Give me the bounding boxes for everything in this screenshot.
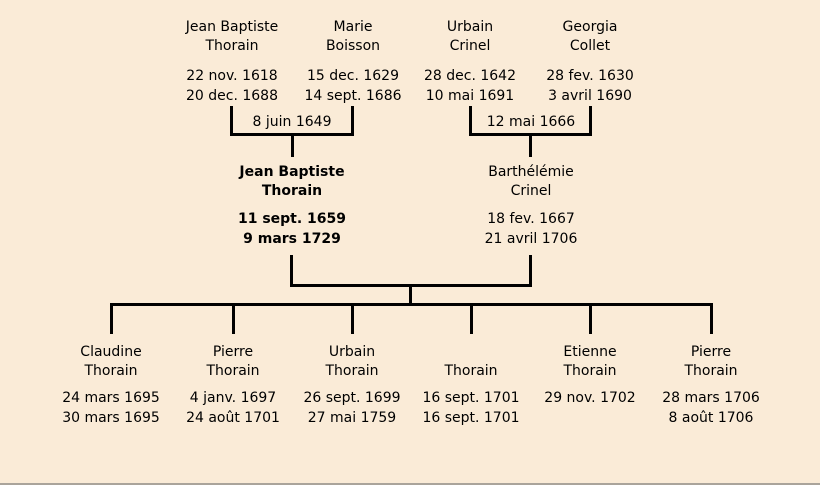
person-last-name: Thorain <box>684 363 738 379</box>
birth-date: 28 fev. 1630 <box>546 68 634 84</box>
marriage-date-label: 8 juin 1649 <box>252 114 332 130</box>
birth-date: 29 nov. 1702 <box>544 390 636 406</box>
connector-line <box>290 255 293 287</box>
birth-date: 24 mars 1695 <box>62 390 160 406</box>
death-date: 20 dec. 1688 <box>186 88 278 104</box>
person-node-gen3-6[interactable] <box>641 343 781 428</box>
connector-line <box>351 306 354 334</box>
person-last-name: Thorain <box>206 363 260 379</box>
death-date: 30 mars 1695 <box>62 410 160 426</box>
birth-date: 28 mars 1706 <box>662 390 760 406</box>
person-first-name: Jean Baptiste <box>185 19 279 35</box>
person-first-name: Barthélémie <box>488 164 574 180</box>
death-date: 16 sept. 1701 <box>422 410 520 426</box>
person-first-name: Etienne <box>563 344 617 360</box>
connector-line <box>110 303 713 306</box>
connector-line <box>529 255 532 287</box>
person-last-name: Thorain <box>84 363 138 379</box>
person-last-name: Thorain <box>325 363 379 379</box>
birth-date: 16 sept. 1701 <box>422 390 520 406</box>
birth-date: 28 dec. 1642 <box>424 68 516 84</box>
person-last-name: Thorain <box>261 183 323 199</box>
birth-date: 4 janv. 1697 <box>189 390 277 406</box>
person-first-name: Georgia <box>562 19 618 35</box>
person-node-gen3-5[interactable] <box>520 343 660 428</box>
death-date: 9 mars 1729 <box>243 231 341 247</box>
connector-line <box>589 306 592 334</box>
person-first-name: Claudine <box>80 344 142 360</box>
person-last-name: Crinel <box>449 38 491 54</box>
person-last-name: Thorain <box>563 363 617 379</box>
connector-line <box>110 306 113 334</box>
connector-line <box>710 306 713 334</box>
birth-date: 18 fev. 1667 <box>487 211 575 227</box>
death-date: 14 sept. 1686 <box>304 88 402 104</box>
person-last-name: Crinel <box>510 183 552 199</box>
person-node-gen1-4[interactable] <box>515 18 665 106</box>
connector-line <box>291 136 294 157</box>
death-date: 27 mai 1759 <box>307 410 397 426</box>
person-last-name: Collet <box>569 38 611 54</box>
person-node-gen3-1[interactable] <box>41 343 181 428</box>
death-date: 3 avril 1690 <box>548 88 632 104</box>
death-date: 24 août 1701 <box>186 410 280 426</box>
death-date: 10 mai 1691 <box>425 88 515 104</box>
person-first-name: Marie <box>333 19 373 35</box>
connector-line <box>529 136 532 157</box>
person-node-gen2-2[interactable] <box>446 163 616 249</box>
person-last-name: Thorain <box>205 38 259 54</box>
connector-line <box>232 306 235 334</box>
person-first-name: Pierre <box>212 344 254 360</box>
birth-date: 26 sept. 1699 <box>303 390 401 406</box>
death-date: 21 avril 1706 <box>484 231 578 247</box>
birth-date: 11 sept. 1659 <box>237 211 347 227</box>
person-first-name: Urbain <box>446 19 494 35</box>
person-node-gen2-1[interactable] <box>207 163 377 249</box>
person-last-name: Thorain <box>444 363 498 379</box>
connector-line <box>470 306 473 334</box>
birth-date: 15 dec. 1629 <box>307 68 399 84</box>
person-last-name: Boisson <box>325 38 381 54</box>
death-date <box>520 408 660 428</box>
person-first-name: Pierre <box>690 344 732 360</box>
death-date: 8 août 1706 <box>668 410 754 426</box>
marriage-date-label: 12 mai 1666 <box>486 114 576 130</box>
person-first-name: Urbain <box>328 344 376 360</box>
person-first-name: Jean Baptiste <box>239 164 345 180</box>
birth-date: 22 nov. 1618 <box>186 68 278 84</box>
